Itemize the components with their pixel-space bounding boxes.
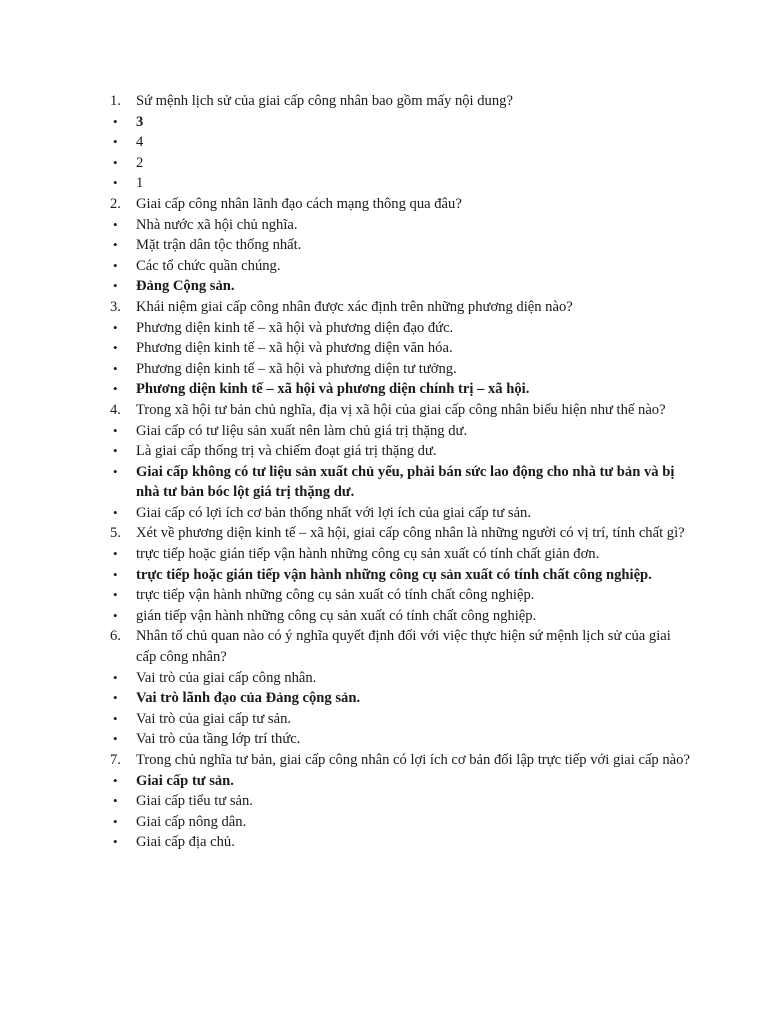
answer-text: Giai cấp không có tư liệu sản xuất chủ yếu, phải bán sức lao động cho nhà tư bản và bị nhà tư bản bóc lột giá trị thặng dư. bbox=[136, 463, 675, 501]
answer-text: 4 bbox=[136, 134, 144, 151]
answer-option bbox=[110, 544, 690, 565]
bullet-marker: • bbox=[113, 813, 118, 829]
answer-text: Giai cấp có tư liệu sản xuất nên làm chủ giá trị thặng dư. bbox=[136, 422, 468, 439]
question-text: Giai cấp công nhân lãnh đạo cách mạng thông qua đâu? bbox=[136, 195, 462, 212]
question-item bbox=[110, 194, 690, 215]
question-text: Nhân tố chủ quan nào có ý nghĩa quyết định đối với việc thực hiện sứ mệnh lịch sử của giai cấp công nhân? bbox=[136, 628, 671, 666]
question-item bbox=[110, 297, 690, 318]
answer-option bbox=[110, 709, 690, 730]
answer-text: Giai cấp địa chủ. bbox=[136, 834, 235, 851]
bullet-marker: • bbox=[113, 443, 118, 459]
question-text: Khái niệm giai cấp công nhân được xác định trên những phương diện nào? bbox=[136, 298, 573, 315]
question-text: Sứ mệnh lịch sử của giai cấp công nhân bao gồm mấy nội dung? bbox=[136, 93, 513, 109]
bullet-marker: • bbox=[113, 278, 118, 294]
answer-option bbox=[110, 832, 690, 853]
bullet-marker: • bbox=[113, 360, 118, 376]
answer-text: Là giai cấp thống trị và chiếm đoạt giá trị thặng dư. bbox=[136, 443, 437, 460]
answer-option bbox=[110, 668, 690, 689]
answer-text: Giai cấp có lợi ích cơ bản thống nhất với lợi ích của giai cấp tư sản. bbox=[136, 504, 531, 521]
bullet-marker: • bbox=[113, 607, 118, 623]
answer-text: Vai trò của giai cấp tư sản. bbox=[136, 710, 292, 727]
bullet-marker: • bbox=[113, 340, 118, 356]
answer-text: 3 bbox=[136, 113, 144, 130]
answer-option bbox=[110, 791, 690, 812]
answer-text: Phương diện kinh tế – xã hội và phương diện tư tưởng. bbox=[136, 360, 457, 377]
question-item bbox=[110, 750, 690, 771]
answer-option bbox=[110, 235, 690, 256]
question-number: 6. bbox=[110, 628, 121, 645]
question-number: 5. bbox=[110, 525, 121, 542]
question-item bbox=[110, 400, 690, 421]
answer-option bbox=[110, 441, 690, 462]
answer-text: 2 bbox=[136, 154, 144, 171]
question-number: 3. bbox=[110, 298, 121, 315]
correct-answer-option bbox=[110, 462, 690, 503]
answer-option bbox=[110, 215, 690, 236]
correct-answer-option bbox=[110, 112, 690, 133]
answer-text: Giai cấp nông dân. bbox=[136, 813, 247, 830]
bullet-marker: • bbox=[113, 134, 118, 150]
answer-option bbox=[110, 503, 690, 524]
answer-text: trực tiếp vận hành những công cụ sản xuất có tính chất công nghiệp. bbox=[136, 587, 535, 604]
question-number: 1. bbox=[110, 93, 121, 109]
question-text: Trong xã hội tư bản chủ nghĩa, địa vị xã hội của giai cấp công nhân biểu hiện như thế nào? bbox=[136, 401, 666, 418]
answer-text: Phương diện kinh tế – xã hội và phương diện văn hóa. bbox=[136, 340, 453, 357]
bullet-marker: • bbox=[113, 422, 118, 438]
answer-option bbox=[110, 173, 690, 194]
answer-option bbox=[110, 606, 690, 627]
answer-text: Phương diện kinh tế – xã hội và phương diện đạo đức. bbox=[136, 319, 454, 336]
question-text: Trong chủ nghĩa tư bản, giai cấp công nhân có lợi ích cơ bản đối lập trực tiếp với giai cấp nào? bbox=[136, 752, 690, 768]
bullet-marker: • bbox=[113, 504, 118, 520]
correct-answer-option bbox=[110, 565, 690, 586]
answer-text: Vai trò của giai cấp công nhân. bbox=[136, 669, 317, 686]
answer-option bbox=[110, 729, 690, 750]
answer-text: trực tiếp hoặc gián tiếp vận hành những công cụ sản xuất có tính chất giản đơn. bbox=[136, 546, 600, 563]
answer-option bbox=[110, 359, 690, 380]
question-number: 4. bbox=[110, 401, 121, 418]
answer-option bbox=[110, 318, 690, 339]
answer-text: Nhà nước xã hội chủ nghĩa. bbox=[136, 216, 298, 233]
answer-option bbox=[110, 585, 690, 606]
correct-answer-option bbox=[110, 276, 690, 297]
answer-text: Các tổ chức quần chúng. bbox=[136, 257, 281, 274]
answer-text: 1 bbox=[136, 175, 144, 192]
correct-answer-option bbox=[110, 379, 690, 400]
bullet-marker: • bbox=[113, 793, 118, 809]
bullet-marker: • bbox=[113, 319, 118, 335]
answer-option bbox=[110, 256, 690, 277]
bullet-marker: • bbox=[113, 566, 118, 582]
answer-text: Đảng Cộng sản. bbox=[136, 278, 235, 295]
bullet-marker: • bbox=[113, 690, 118, 706]
bullet-marker: • bbox=[113, 772, 118, 788]
bullet-marker: • bbox=[113, 710, 118, 726]
bullet-marker: • bbox=[113, 669, 118, 685]
question-item bbox=[110, 523, 690, 544]
bullet-marker: • bbox=[113, 546, 118, 562]
bullet-marker: • bbox=[113, 731, 118, 747]
question-item bbox=[110, 91, 690, 112]
answer-text: Vai trò của tầng lớp trí thức. bbox=[136, 731, 301, 748]
answer-text: Giai cấp tư sản. bbox=[136, 772, 234, 789]
answer-text: Phương diện kinh tế – xã hội và phương diện chính trị – xã hội. bbox=[136, 381, 530, 398]
bullet-marker: • bbox=[113, 257, 118, 273]
quiz-document bbox=[110, 91, 690, 853]
question-item bbox=[110, 626, 690, 667]
answer-text: gián tiếp vận hành những công cụ sản xuất có tính chất công nghiệp. bbox=[136, 607, 537, 624]
answer-text: trực tiếp hoặc gián tiếp vận hành những công cụ sản xuất có tính chất công nghiệp. bbox=[136, 566, 652, 583]
answer-option bbox=[110, 812, 690, 833]
answer-option bbox=[110, 153, 690, 174]
bullet-marker: • bbox=[113, 463, 118, 479]
bullet-marker: • bbox=[113, 237, 118, 253]
bullet-marker: • bbox=[113, 154, 118, 170]
bullet-marker: • bbox=[113, 834, 118, 850]
bullet-marker: • bbox=[113, 381, 118, 397]
answer-option bbox=[110, 132, 690, 153]
bullet-marker: • bbox=[113, 113, 118, 129]
answer-text: Vai trò lãnh đạo của Đảng cộng sản. bbox=[136, 690, 361, 707]
answer-text: Mặt trận dân tộc thống nhất. bbox=[136, 237, 302, 254]
question-text: Xét về phương diện kinh tế – xã hội, giai cấp công nhân là những người có vị trí, tính chất gì? bbox=[136, 525, 685, 542]
correct-answer-option bbox=[110, 688, 690, 709]
correct-answer-option bbox=[110, 771, 690, 792]
bullet-marker: • bbox=[113, 175, 118, 191]
answer-text: Giai cấp tiểu tư sản. bbox=[136, 793, 253, 810]
bullet-marker: • bbox=[113, 216, 118, 232]
question-number: 2. bbox=[110, 195, 121, 212]
answer-option bbox=[110, 421, 690, 442]
bullet-marker: • bbox=[113, 587, 118, 603]
answer-option bbox=[110, 338, 690, 359]
question-number: 7. bbox=[110, 752, 121, 768]
